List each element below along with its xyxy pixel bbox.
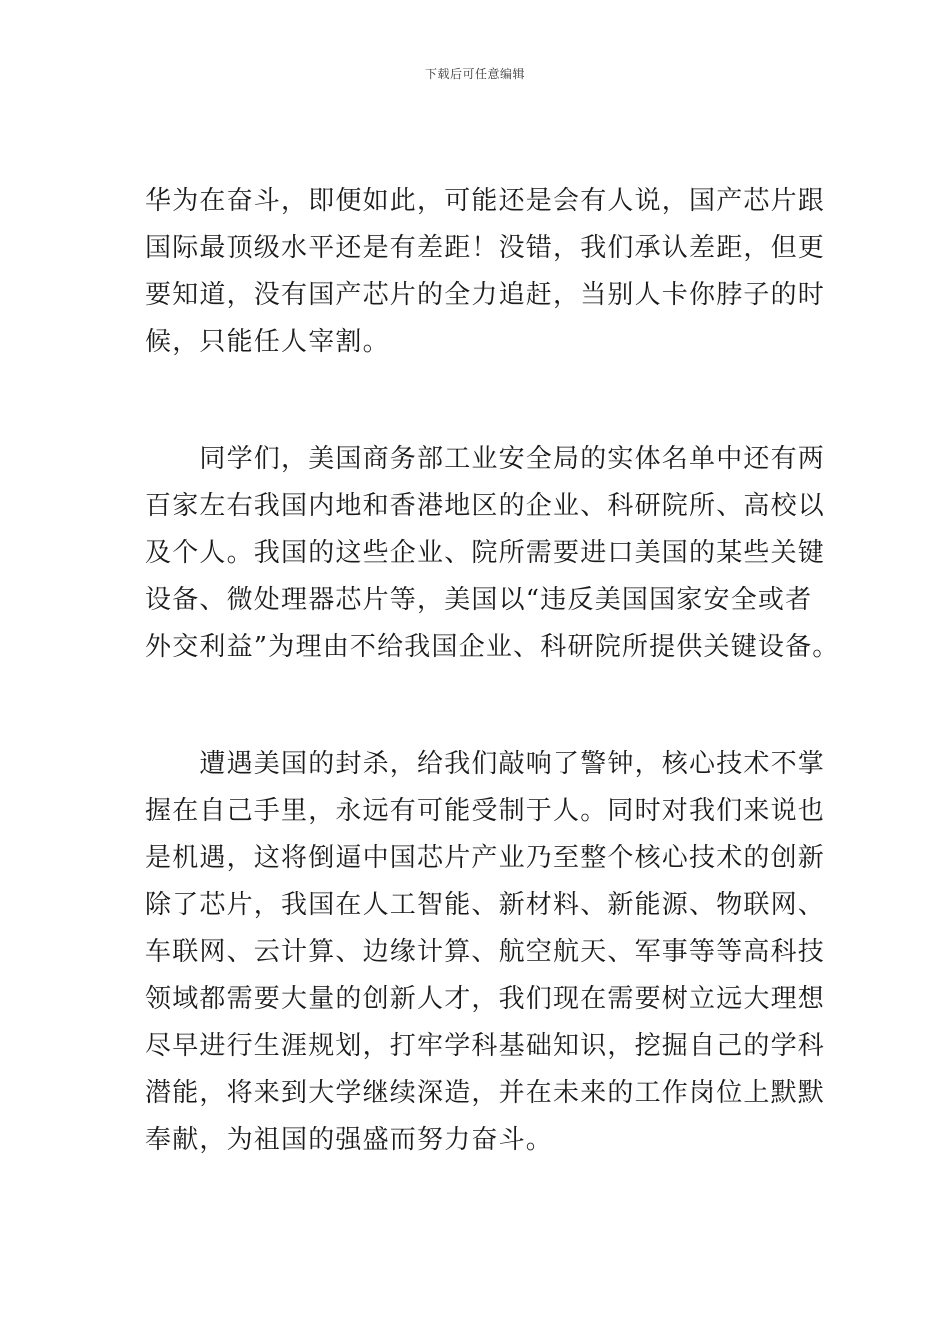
text-line: 尽早进行生涯规划，打牢学科基础知识，挖掘自己的学科 (145, 1031, 826, 1061)
text-line: 除了芯片，我国在人工智能、新材料、新能源、物联网、 (145, 890, 826, 920)
page-header: 下载后可任意编辑 (424, 67, 525, 81)
text-line: 及个人。我国的这些企业、院所需要进口美国的某些关键 (145, 538, 826, 568)
text-line: 国际最顶级水平还是有差距！没错，我们承认差距，但更 (145, 233, 826, 263)
paragraph-2 (145, 436, 840, 671)
paragraph-spacer (145, 366, 807, 436)
paragraph-spacer (145, 671, 807, 741)
text-line: 遭遇美国的封杀，给我们敲响了警钟，核心技术不掌 (145, 749, 826, 779)
text-line: 设备、微处理器芯片等，美国以“违反美国国家安全或者 (145, 585, 813, 615)
paragraph-1 (145, 178, 826, 366)
text-line: 外交利益”为理由不给我国企业、科研院所提供关键设备。 (145, 632, 840, 662)
text-line: 握在自己手里，永远有可能受制于人。同时对我们来说也 (145, 796, 826, 826)
text-line: 要知道，没有国产芯片的全力追赶，当别人卡你脖子的时 (145, 280, 826, 310)
document-body (145, 178, 840, 1164)
text-line: 百家左右我国内地和香港地区的企业、科研院所、高校以 (145, 491, 826, 521)
paragraph-3 (145, 741, 826, 1164)
text-line: 华为在奋斗，即便如此，可能还是会有人说，国产芯片跟 (145, 186, 826, 216)
text-line: 同学们，美国商务部工业安全局的实体名单中还有两 (145, 444, 826, 474)
text-line: 领域都需要大量的创新人才，我们现在需要树立远大理想 (145, 984, 826, 1014)
text-line: 奉献，为祖国的强盛而努力奋斗。 (145, 1125, 554, 1155)
text-line: 车联网、云计算、边缘计算、航空航天、军事等等高科技 (145, 937, 826, 967)
text-line: 潜能，将来到大学继续深造，并在未来的工作岗位上默默 (145, 1078, 826, 1108)
text-line: 候，只能任人宰割。 (145, 327, 390, 357)
text-line: 是机遇，这将倒逼中国芯片产业乃至整个核心技术的创新 (145, 843, 826, 873)
